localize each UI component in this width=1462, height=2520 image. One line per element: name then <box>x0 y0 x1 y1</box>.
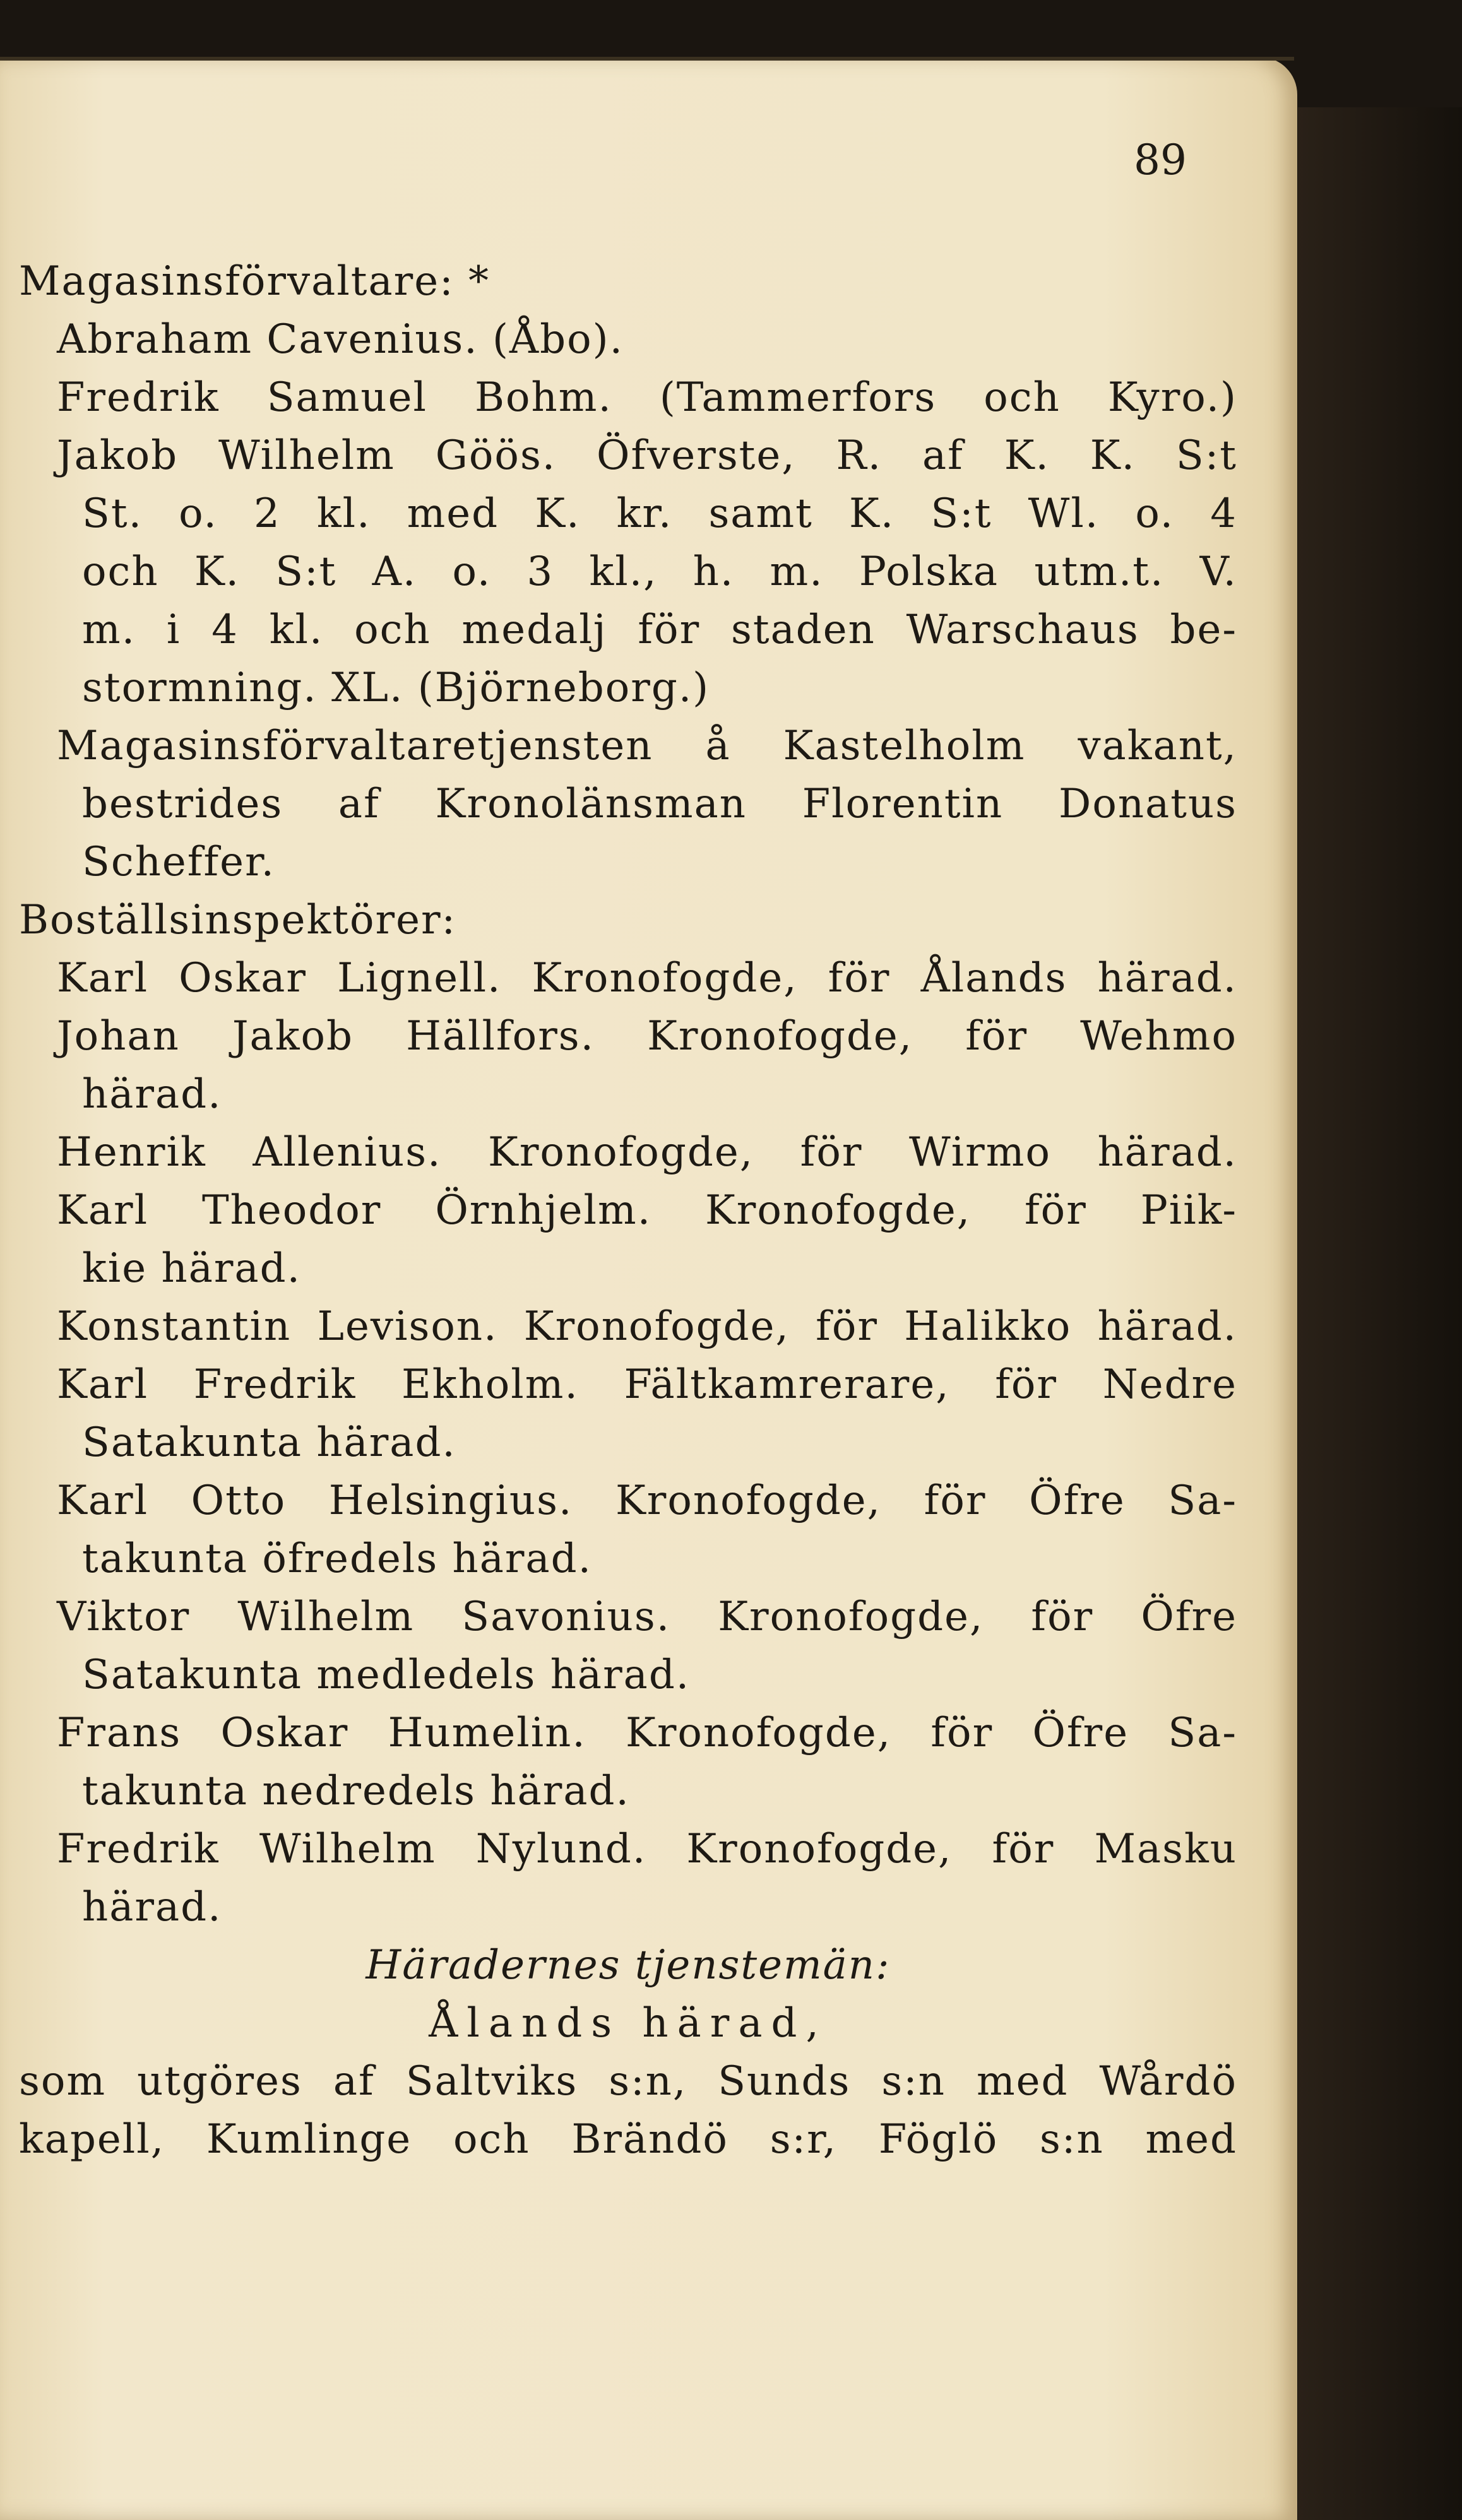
text-line: m. i 4 kl. och medalj för staden Warschaus be- <box>82 606 1237 653</box>
text-line: Satakunta medledels härad. <box>82 1652 691 1698</box>
text-line: Ålands härad, <box>429 2000 828 2047</box>
text-line: bestrides af Kronolänsman Florentin Donatus <box>82 781 1237 827</box>
text-line: Karl Fredrik Ekholm. Fältkamrerare, för Nedre <box>57 1361 1237 1408</box>
text-line: Karl Oskar Lignell. Kronofogde, för Ålands härad. <box>57 955 1237 1002</box>
top-rule <box>0 57 1294 61</box>
text-line: härad. <box>82 1071 222 1118</box>
text-line: takunta nedredels härad. <box>82 1768 630 1814</box>
text-line: Frans Oskar Humelin. Kronofogde, för Öfre Sa- <box>57 1710 1237 1756</box>
text-line: Magasinsförvaltaretjensten å Kastelholm vakant, <box>57 723 1237 769</box>
text-line: stormning. XL. (Björneborg.) <box>82 665 710 711</box>
page-number: 89 <box>1134 136 1187 184</box>
page-body <box>19 252 1237 2168</box>
text-line: som utgöres af Saltviks s:n, Sunds s:n med Wårdö <box>19 2058 1237 2105</box>
text-line: Fredrik Samuel Bohm. (Tammerfors och Kyro.) <box>57 374 1237 421</box>
text-line: Magasinsförvaltare: * <box>19 258 490 305</box>
page-edge <box>1298 107 1462 2520</box>
text-line: St. o. 2 kl. med K. kr. samt K. S:t Wl. o. 4 <box>82 490 1237 537</box>
text-line: Satakunta härad. <box>82 1419 456 1466</box>
text-line: kie härad. <box>82 1245 301 1292</box>
text-line: Viktor Wilhelm Savonius. Kronofogde, för Öfre <box>57 1594 1237 1640</box>
text-line: Scheffer. <box>82 839 275 885</box>
text-line: Johan Jakob Hällfors. Kronofogde, för Wehmo <box>57 1013 1237 1060</box>
text-line: takunta öfredels härad. <box>82 1535 592 1582</box>
text-line: kapell, Kumlinge och Brändö s:r, Föglö s:n med <box>19 2116 1237 2163</box>
text-line: Henrik Allenius. Kronofogde, för Wirmo härad. <box>57 1129 1237 1176</box>
text-line: Jakob Wilhelm Göös. Öfverste, R. af K. K. S:t <box>57 432 1237 479</box>
text-line: Häradernes tjenstemän: <box>366 1942 891 1989</box>
text-line: Abraham Cavenius. (Åbo). <box>57 316 624 363</box>
text-line: Konstantin Levison. Kronofogde, för Halikko härad. <box>57 1303 1237 1350</box>
text-line: Karl Otto Helsingius. Kronofogde, för Öfre Sa- <box>57 1477 1237 1524</box>
text-line: Fredrik Wilhelm Nylund. Kronofogde, för Masku <box>57 1826 1237 1872</box>
text-line: och K. S:t A. o. 3 kl., h. m. Polska utm.t. V. <box>82 548 1237 595</box>
text-line: Karl Theodor Örnhjelm. Kronofogde, för Piik- <box>57 1187 1237 1234</box>
text-line: härad. <box>82 1884 222 1931</box>
text-line: Boställsinspektörer: <box>19 897 457 944</box>
